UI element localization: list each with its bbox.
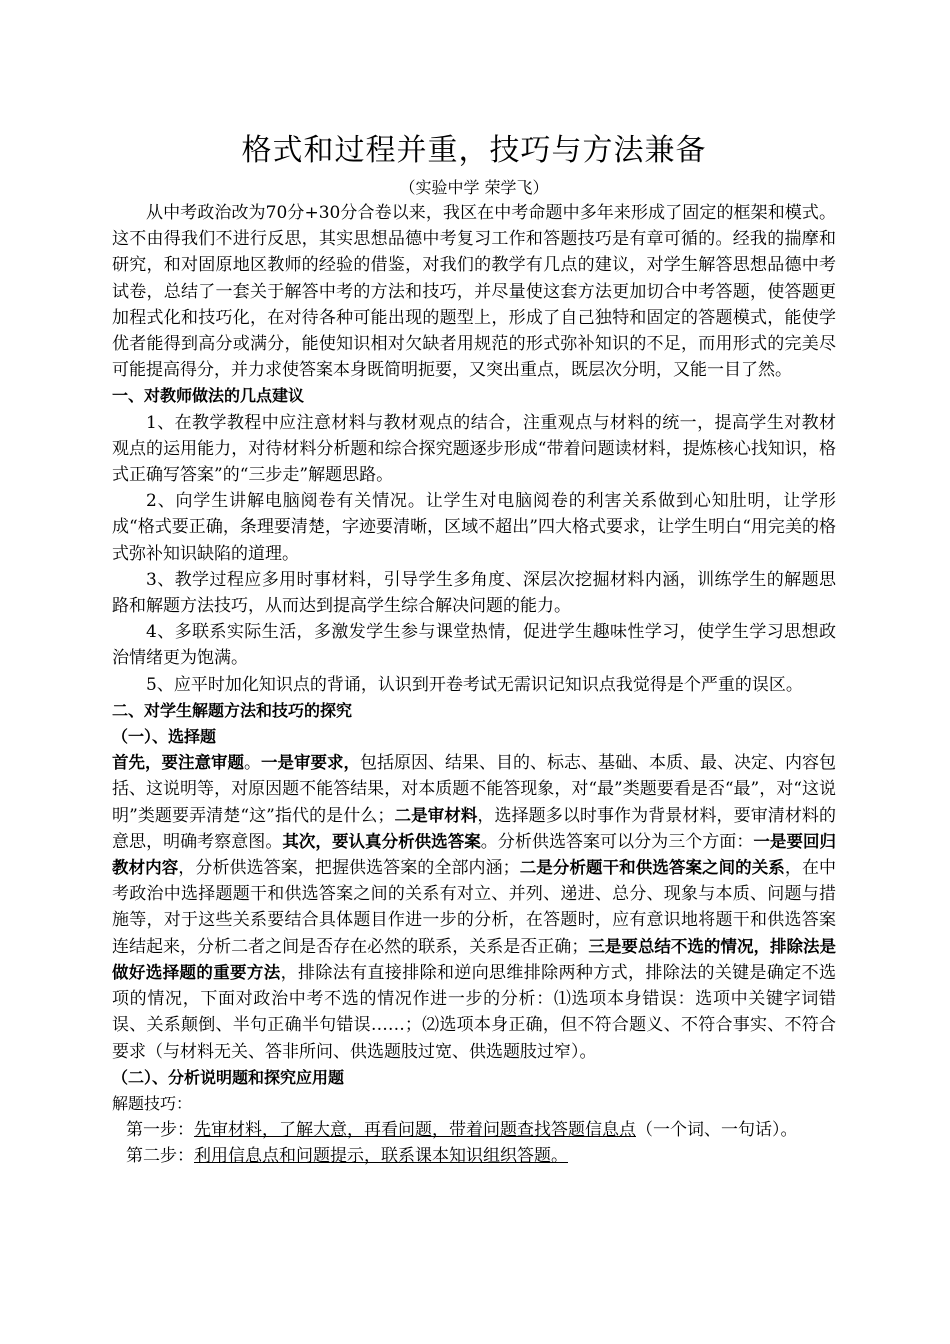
tips-label: 解题技巧： bbox=[112, 1093, 193, 1113]
text-run: 。 bbox=[244, 753, 261, 774]
section2-heading: 二、对学生解题方法和技巧的探究 bbox=[112, 700, 353, 720]
text-run: ，在中考政治中选择题题干和供选答案之间的关系有对立、并列、递进、总分、现象与本质、问题与措施等，对于这些关系要结合具体题目作进一步的分析，在答题时，应有意识地将题干和供选答案连结起来，分析二者之间是否存在必然的联系，关系是否正确； bbox=[112, 858, 837, 957]
step-label: 第二步： bbox=[126, 1146, 194, 1167]
text-run: ，选择题多以时事作为背景材料，要审清材料的意思，明确考察意图。 bbox=[112, 805, 837, 852]
subsection-choice-heading: （一）、选择题 bbox=[112, 727, 217, 747]
step-underlined-text: 先审材料，了解大意，再看问题，带着问题查找答题信息点 bbox=[194, 1120, 636, 1141]
section1-item: 4、多联系实际生活，多激发学生参与课堂热情，促进学生趣味性学习，使学生学习思想政治情绪更为饱满。 bbox=[112, 622, 836, 669]
step-label: 第一步： bbox=[126, 1120, 194, 1141]
choice-method-paragraph bbox=[112, 750, 836, 1064]
bold-run: 二是审材料 bbox=[394, 805, 478, 825]
text-run: 包括原因、结果、目的、标志、基础、本质、最、决定、内容包括、这说明等，对原因题不能答结果，对本质题不能答现象，对“最”类题要看是否“最”，对“这说明”类题要弄清楚“这”指代的是什么； bbox=[112, 753, 836, 826]
author-byline: （实验中学 荣学飞） bbox=[399, 178, 549, 197]
step-underlined-text: 利用信息点和问题提示，联系课本知识组织答题。 bbox=[194, 1146, 568, 1167]
bold-run: 首先，要注意审题 bbox=[112, 753, 244, 773]
section1-item: 1、在教学教程中应注意材料与教材观点的结合，注重观点与材料的统一，提高学生对教材观点的运用能力，对待材料分析题和综合探究题逐步形成“带着问题读材料，提炼核心找知识，格式正确写答案”的“三步走”解题思路。 bbox=[112, 412, 836, 486]
step-two bbox=[112, 1143, 836, 1169]
section1-item: 2、向学生讲解电脑阅卷有关情况。让学生对电脑阅卷的利害关系做到心知肚明，让学形成“格式要正确，条理要清楚，字迹要清晰，区域不超出”四大格式要求，让学生明白“用完美的格式弥补知识缺陷的道理。 bbox=[112, 491, 836, 564]
section1-item: 5、应平时加化知识点的背诵，认识到开卷考试无需识记知识点我觉得是个严重的误区。 bbox=[146, 674, 803, 695]
document-title: 格式和过程并重，技巧与方法兼备 bbox=[241, 133, 707, 168]
bold-run: 其次，要认真分析供选答案 bbox=[282, 831, 481, 851]
intro-paragraph: 从中考政治改为70分+30分合卷以来，我区在中考命题中多年来形成了固定的框架和模式。这不由得我们不进行反思，其实思想品德中考复习工作和答题技巧是有章可循的。经我的揣摩和研究，和对固原地区教师的经验的借鉴，对我们的教学有几点的建议，对学生解答思想品德中考试卷，总结了一套关于解答中考的方法和技巧，并尽量使这套方法更加切合中考答题，使答题更加程式化和技巧化，在对待各种可能出现的题型上，形成了自己独特和固定的答题模式，能使学优者能得到高分或满分，能使知识相对欠缺者用规范的形式弥补知识的不足，而用形式的完美尽可能提高得分，并力求使答案本身既简明扼要，又突出重点，既层次分明，又能一目了然。 bbox=[112, 203, 836, 381]
text-run: ，排除法有直接排除和逆向思维排除两种方式，排除法的关键是确定不选项的情况，下面对政治中考不选的情况作进一步的分析：⑴选项本身错误：选项中关键字词错误、关系颠倒、半句正确半句错误……；⑵选项本身正确，但不符合题义、不符合事实、不符合要求（与材料无关、答非所问、供选题肢过宽、供选题肢过窄）。 bbox=[112, 962, 837, 1062]
bold-run: 一是要回归教材内容 bbox=[112, 831, 837, 878]
subsection-analysis-heading: （二）、分析说明题和探究应用题 bbox=[112, 1067, 345, 1087]
document-page bbox=[112, 128, 836, 1170]
text-run: 。分析供选答案可以分为三个方面： bbox=[480, 831, 754, 852]
section1-heading: 一、对教师做法的几点建议 bbox=[112, 386, 305, 406]
text-run: ，分析供选答案，把握供选答案的全部内涵； bbox=[178, 858, 520, 879]
step-one bbox=[112, 1117, 836, 1143]
bold-run: 一是审要求， bbox=[261, 753, 360, 773]
section1-item: 3、教学过程应多用时事材料，引导学生多角度、深层次挖掘材料内涵，训练学生的解题思路和解题方法技巧，从而达到提高学生综合解决问题的能力。 bbox=[112, 569, 836, 617]
step-tail: （一个词、一句话）。 bbox=[636, 1120, 798, 1141]
bold-run: 三是要总结不选的情况，排除法是做好选择题的重要方法 bbox=[112, 936, 837, 982]
bold-run: 二是分析题干和供选答案之间的关系 bbox=[519, 858, 785, 878]
